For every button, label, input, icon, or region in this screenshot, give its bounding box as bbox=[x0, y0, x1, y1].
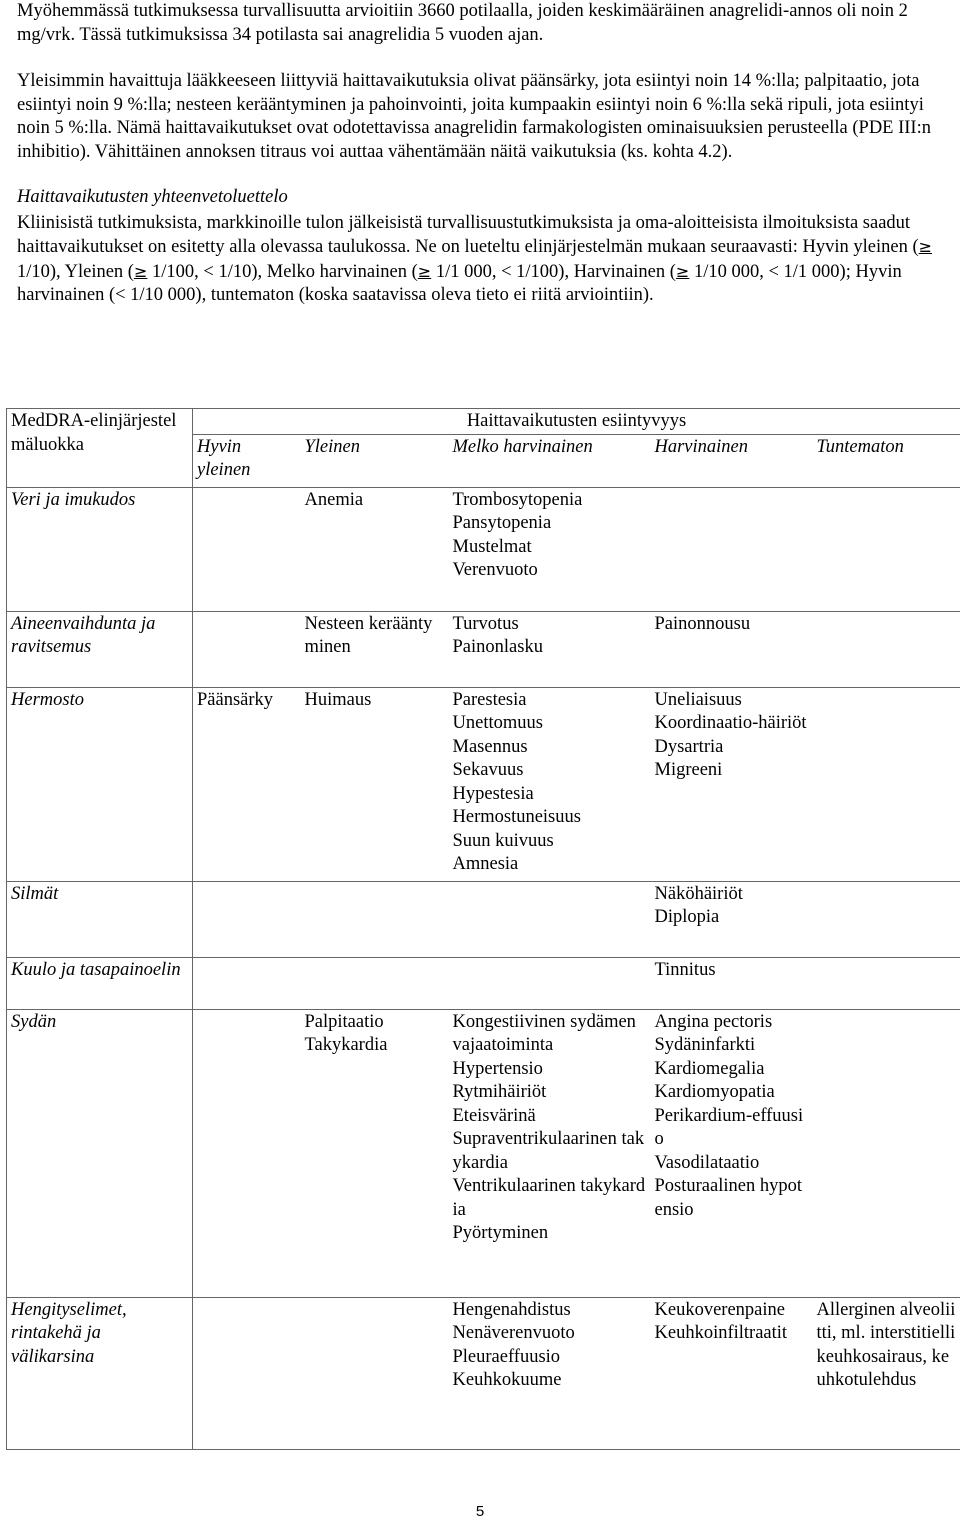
frequency-cell-very-common bbox=[193, 1297, 301, 1449]
frequency-cell-rare: Tinnitus bbox=[651, 957, 813, 1009]
frequency-cell-rare bbox=[651, 487, 813, 611]
frequency-cell-common: Palpitaatio Takykardia bbox=[301, 1009, 449, 1297]
table-intro-paragraph bbox=[17, 212, 947, 308]
table-intro-text-3: 1/100, < 1/10), Melko harvinainen ( bbox=[147, 262, 417, 282]
frequency-cell-uncommon bbox=[449, 957, 651, 1009]
frequency-cell-common bbox=[301, 957, 449, 1009]
frequency-cell-very-common bbox=[193, 611, 301, 687]
header-unknown: Tuntematon bbox=[813, 434, 960, 487]
table-intro-text-5: 1/10 000, < 1/1 000); Hyvin harvinainen (< 1/10 000), tuntematon (koska saatavissa oleva tieto ei riitä arviointiin). bbox=[17, 262, 902, 306]
effects-paragraph: Yleisimmin havaittuja lääkkeeseen liittyviä haittavaikutuksia olivat päänsärky, jota esiintyi noin 14 %:lla; palpitaatio, jota esiintyi noin 9 %:lla; nesteen kerääntyminen ja pahoinvointi, joita kumpaakin esiintyi noin 6 %:lla sekä ripuli, jota esiintyi noin 5 %:lla. Nämä haittavaikutukset ovat odotettavissa anagrelidin farmakologisten ominaisuuksien perusteella (PDE III:n inhibitio). Vähittäinen annoksen titraus voi auttaa vähentämään näitä vaikutuksia (ks. kohta 4.2). bbox=[17, 70, 947, 164]
soc-cell: Veri ja imukudos bbox=[7, 487, 193, 611]
intro-paragraph: Myöhemmässä tutkimuksessa turvallisuutta arvioitiin 3660 potilaalla, joiden keskimääräinen anagrelidi-annos oli noin 2 mg/vrk. Tässä tutkimuksissa 34 potilasta sai anagrelidia 5 vuoden ajan. bbox=[17, 0, 947, 47]
frequency-cell-uncommon: Hengenahdistus Nenäverenvuoto Pleuraeffuusio Keuhkokuume bbox=[449, 1297, 651, 1449]
table-row bbox=[7, 687, 960, 881]
header-uncommon: Melko harvinainen bbox=[449, 434, 651, 487]
table-row bbox=[7, 1297, 960, 1449]
soc-cell: Kuulo ja tasapainoelin bbox=[7, 957, 193, 1009]
ge-symbol: ≥ bbox=[134, 262, 147, 281]
frequency-cell-unknown bbox=[813, 957, 960, 1009]
frequency-cell-uncommon: Kongestiivinen sydämen vajaatoiminta Hypertensio Rytmihäiriöt Eteisvärinä Supraventrikulaarinen takykardia Ventrikulaarinen takykardia Pyörtyminen bbox=[449, 1009, 651, 1297]
header-very-common: Hyvin yleinen bbox=[193, 434, 301, 487]
frequency-cell-very-common bbox=[193, 881, 301, 957]
page-number: 5 bbox=[0, 1500, 960, 1524]
frequency-cell-unknown bbox=[813, 881, 960, 957]
frequency-cell-unknown bbox=[813, 611, 960, 687]
frequency-cell-very-common: Päänsärky bbox=[193, 687, 301, 881]
frequency-cell-very-common bbox=[193, 1009, 301, 1297]
frequency-cell-uncommon: Parestesia Unettomuus Masennus Sekavuus Hypestesia Hermostuneisuus Suun kuivuus Amnesia bbox=[449, 687, 651, 881]
soc-cell: Hermosto bbox=[7, 687, 193, 881]
frequency-cell-unknown: Allerginen alveoliitti, ml. interstitielli keuhkosairaus, keuhkotulehdus bbox=[813, 1297, 960, 1449]
frequency-cell-rare: Uneliaisuus Koordinaatio-häiriöt Dysartria Migreeni bbox=[651, 687, 813, 881]
ge-symbol: ≥ bbox=[676, 262, 689, 281]
soc-cell: Hengityselimet, rintakehä ja välikarsina bbox=[7, 1297, 193, 1449]
table-row bbox=[7, 957, 960, 1009]
frequency-cell-unknown bbox=[813, 687, 960, 881]
frequency-cell-rare: Näköhäiriöt Diplopia bbox=[651, 881, 813, 957]
frequency-cell-very-common bbox=[193, 957, 301, 1009]
soc-cell: Silmät bbox=[7, 881, 193, 957]
header-soc bbox=[7, 409, 193, 488]
table-row bbox=[7, 881, 960, 957]
frequency-cell-rare: Angina pectoris Sydäninfarkti Kardiomegalia Kardiomyopatia Perikardium-effuusio Vasodilataatio Posturaalinen hypotensio bbox=[651, 1009, 813, 1297]
header-frequency: Haittavaikutusten esiintyvyys bbox=[193, 409, 960, 435]
frequency-cell-uncommon: Turvotus Painonlasku bbox=[449, 611, 651, 687]
frequency-cell-rare: Painonnousu bbox=[651, 611, 813, 687]
soc-cell: Sydän bbox=[7, 1009, 193, 1297]
table-intro-text-2: 1/10), Yleinen ( bbox=[17, 262, 134, 282]
frequency-cell-uncommon bbox=[449, 881, 651, 957]
frequency-cell-unknown bbox=[813, 1009, 960, 1297]
frequency-cell-common: Huimaus bbox=[301, 687, 449, 881]
ge-symbol: ≥ bbox=[919, 237, 932, 256]
frequency-cell-uncommon: Trombosytopenia Pansytopenia Mustelmat Verenvuoto bbox=[449, 487, 651, 611]
soc-cell: Aineenvaihdunta ja ravitsemus bbox=[7, 611, 193, 687]
table-header-row bbox=[7, 409, 960, 435]
header-soc-label: MedDRA-elinjärjestelmäluokka bbox=[11, 411, 176, 455]
table-row bbox=[7, 1009, 960, 1297]
header-common: Yleinen bbox=[301, 434, 449, 487]
frequency-cell-unknown bbox=[813, 487, 960, 611]
adverse-effects-table bbox=[6, 408, 960, 1450]
table-row bbox=[7, 487, 960, 611]
frequency-cell-common: Nesteen kerääntyminen bbox=[301, 611, 449, 687]
table-row bbox=[7, 611, 960, 687]
frequency-cell-common: Anemia bbox=[301, 487, 449, 611]
frequency-cell-very-common bbox=[193, 487, 301, 611]
table-intro-text-4: 1/1 000, < 1/100), Harvinainen ( bbox=[431, 262, 676, 282]
frequency-cell-common bbox=[301, 1297, 449, 1449]
table-intro-text-1: Kliinisistä tutkimuksista, markkinoille tulon jälkeisistä turvallisuustutkimuksista ja oma-aloitteisista ilmoituksista saadut haittavaikutukset on esitetty alla olevassa taulukossa. Ne on lueteltu elinjärjestelmän mukaan seuraavasti: Hyvin yleinen ( bbox=[17, 213, 919, 258]
frequency-cell-common bbox=[301, 881, 449, 957]
header-rare: Harvinainen bbox=[651, 434, 813, 487]
ge-symbol: ≥ bbox=[418, 262, 431, 281]
document-page bbox=[17, 0, 947, 308]
frequency-cell-rare: Keukoverenpaine Keuhkoinfiltraatit bbox=[651, 1297, 813, 1449]
section-title: Haittavaikutusten yhteenvetoluettelo bbox=[17, 186, 947, 210]
